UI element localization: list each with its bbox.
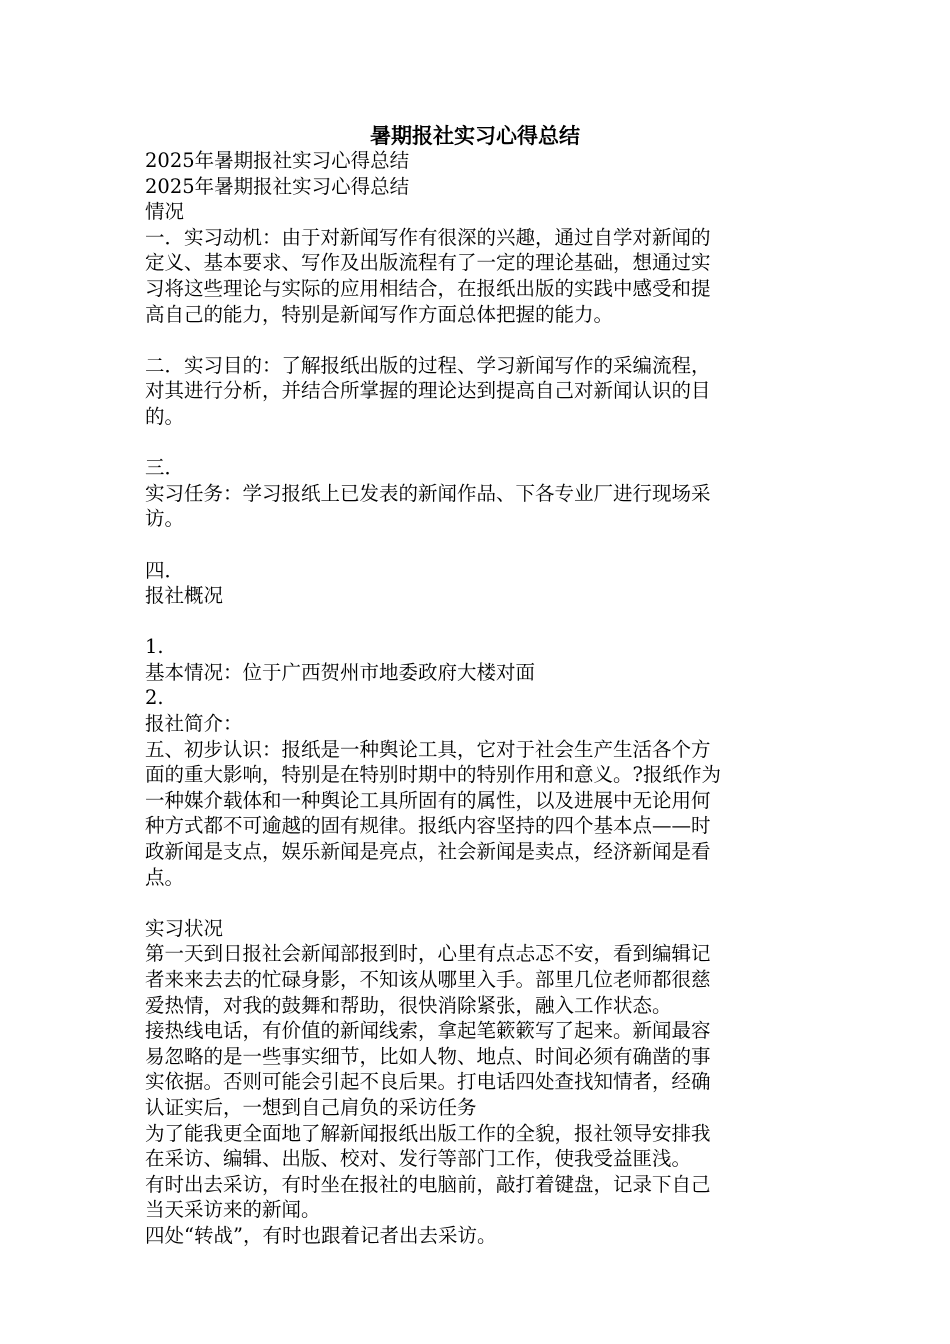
- blank-line: [145, 430, 810, 456]
- text-line: 易忽略的是一些事实细节，比如人物、地点、时间必须有确凿的事: [145, 1044, 711, 1068]
- text-line: 报社概况: [145, 584, 224, 608]
- document-body: [145, 148, 810, 1249]
- text-line: 定义、基本要求、写作及出版流程有了一定的理论基础，想通过实: [145, 251, 711, 275]
- text-line: 有时出去采访，有时坐在报社的电脑前，敲打着键盘，记录下自己: [145, 1172, 711, 1196]
- text-line: 的。: [145, 404, 185, 428]
- text-line: 实依据。否则可能会引起不良后果。打电话四处查找知情者，经确: [145, 1070, 711, 1094]
- text-line: 为了能我更全面地了解新闻报纸出版工作的全貌，报社领导安排我: [145, 1121, 711, 1145]
- text-line: 接热线电话，有价值的新闻线索，拿起笔簌簌写了起来。新闻最容: [145, 1019, 711, 1043]
- text-line: 实习状况: [145, 916, 224, 940]
- blank-line: [145, 609, 810, 635]
- text-line: 点。: [145, 865, 185, 889]
- text-line: 四．: [145, 558, 185, 582]
- text-line: 三．: [145, 456, 185, 480]
- text-line: 2.: [145, 686, 164, 710]
- blank-line: [145, 890, 810, 916]
- text-line: 一．实习动机：由于对新闻写作有很深的兴趣，通过自学对新闻的: [145, 225, 711, 249]
- text-line: 基本情况：位于广西贺州市地委政府大楼对面: [145, 660, 536, 684]
- text-line: 访。: [145, 507, 185, 531]
- text-line: 1.: [145, 635, 164, 659]
- text-line: 2025年暑期报社实习心得总结: [145, 149, 410, 172]
- text-line: 爱热情，对我的鼓舞和帮助，很快消除紧张，融入工作状态。: [145, 993, 672, 1017]
- blank-line: [145, 327, 810, 353]
- text-line: 在采访、编辑、出版、校对、发行等部门工作，使我受益匪浅。: [145, 1147, 692, 1171]
- text-line: 当天采访来的新闻。: [145, 1198, 321, 1222]
- blank-line: [145, 532, 810, 558]
- text-line: 报社简介：: [145, 712, 243, 736]
- text-line: 情况: [145, 200, 185, 224]
- text-line: 实习任务：学习报纸上已发表的新闻作品、下各专业厂进行现场采: [145, 481, 711, 505]
- text-line: 面的重大影响，特别是在特别时期中的特别作用和意义。?报纸作为: [145, 763, 721, 787]
- text-line: 认证实后，一想到自己肩负的采访任务: [145, 1095, 477, 1119]
- text-line: 二．实习目的：了解报纸出版的过程、学习新闻写作的采编流程，: [145, 353, 711, 377]
- text-line: 第一天到日报社会新闻部报到时，心里有点忐忑不安，看到编辑记: [145, 942, 711, 966]
- text-line: 政新闻是支点，娱乐新闻是亮点，社会新闻是卖点，经济新闻是看: [145, 840, 711, 864]
- text-line: 四处“转战”，有时也跟着记者出去采访。: [145, 1223, 497, 1247]
- text-line: 一种媒介载体和一种舆论工具所固有的属性，以及进展中无论用何: [145, 788, 711, 812]
- text-line: 2025年暑期报社实习心得总结: [145, 174, 410, 198]
- document-title: 暑期报社实习心得总结: [370, 123, 580, 148]
- text-line: 高自己的能力，特别是新闻写作方面总体把握的能力。: [145, 302, 614, 326]
- text-line: 者来来去去的忙碌身影，不知该从哪里入手。部里几位老师都很慈: [145, 968, 711, 991]
- text-line: 习将这些理论与实际的应用相结合，在报纸出版的实践中感受和提: [145, 276, 711, 300]
- text-line: 对其进行分析，并结合所掌握的理论达到提高自己对新闻认识的目: [145, 379, 711, 403]
- text-line: 种方式都不可逾越的固有规律。报纸内容坚持的四个基本点——时: [145, 814, 711, 838]
- text-line: 五、初步认识：报纸是一种舆论工具，它对于社会生产生活各个方: [145, 737, 711, 761]
